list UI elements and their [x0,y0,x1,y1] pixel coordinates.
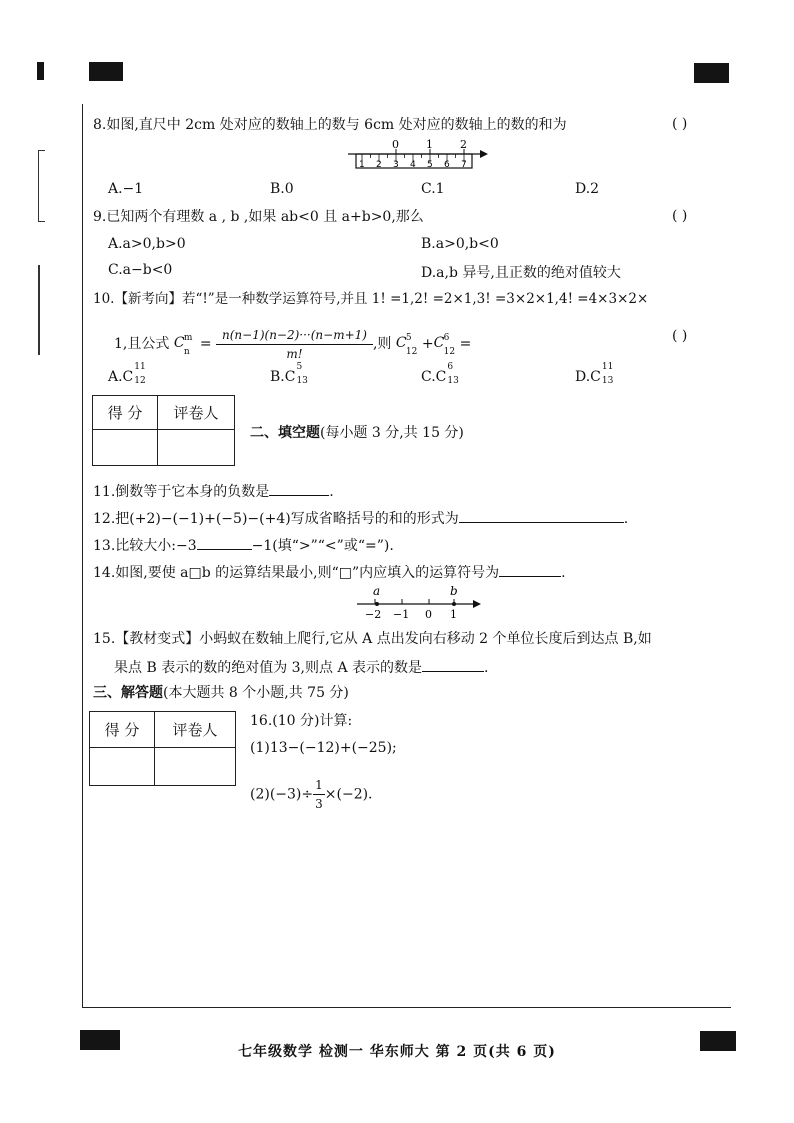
registration-mark [89,62,123,81]
q14: 14.如图,要使 a□b 的运算结果最小,则“□”内应填入的运算符号为 . [93,562,566,582]
q14-point-b-label: b [450,584,458,598]
score-header: 得 分 [93,396,158,430]
q14-answer-blank[interactable] [499,562,561,577]
q8-ruler-label: 5 [427,160,433,170]
q16-title: 16.(10 分)计算: [250,713,353,729]
q10-mid: ,则 [372,336,392,352]
q8-ruler-label: 3 [393,160,399,170]
q8-option-c: C.1 [421,181,445,197]
q9-option-b: B.a>0,b<0 [421,236,499,252]
q8-ruler-figure [340,139,490,175]
q8-ruler-label: 4 [410,160,416,170]
q10-line2 [114,326,471,363]
q11-answer-blank[interactable] [269,481,329,496]
q8-axis-label: 0 [392,139,399,151]
q10-option-a: A.C 11 12 [108,362,146,386]
q10-tail: = [459,336,472,352]
q8-axis-label: 1 [426,139,433,151]
q14-numberline-figure [355,584,485,622]
q8-answer-paren: ( ) [672,116,688,132]
score-header: 得 分 [90,712,155,748]
q11: 11.倒数等于它本身的负数是 . [93,481,334,501]
q14-tick-label: 0 [425,608,432,621]
score-table [92,395,235,466]
q14-tick-label: −1 [393,608,410,621]
q16-part1: (1)13−(−12)+(−25); [250,740,397,756]
q15-line1: 15.【教材变式】小蚂蚁在数轴上爬行,它从 A 点出发向右移动 2 个单位长度后到达点 B,如 [93,631,652,647]
registration-mark [37,62,44,80]
q10-answer-paren: ( ) [672,328,688,344]
q9-answer-paren: ( ) [672,208,688,224]
q8-ruler-label: 2 [376,160,382,170]
score-cell[interactable] [90,748,155,786]
registration-mark [694,63,729,83]
section3-heading: 三、解答题(本大题共 8 个小题,共 75 分) [93,685,349,701]
q16-fraction: $\frac{1}{3}$ [315,778,323,811]
q9-option-c: C.a−b<0 [108,262,173,278]
q16-part2: (2)(−3)÷ $\frac{1}{3}$ ×(−2). [250,778,373,811]
q10-term-b: C 6 12 [433,333,456,357]
q14-tick-label: 1 [450,608,457,621]
q10-option-c: C.C 6 13 [421,362,459,386]
score-table [89,711,236,786]
score-cell[interactable] [93,430,158,466]
q12: 12.把(+2)−(−1)+(−5)−(+4)写成省略括号的和的形式为 . [93,508,628,528]
q8-ruler-label: 6 [444,160,450,170]
q10-option-d: D.C 11 13 [575,362,614,386]
q8-option-d: D.2 [575,181,600,197]
q10-equals: = [199,336,212,352]
binding-line [38,150,45,222]
q9-text: 9.已知两个有理数 a , b ,如果 ab<0 且 a+b>0,那么 [93,209,424,225]
q10-option-b: B.C 5 13 [270,362,308,386]
q10-plus: + [421,336,434,352]
grader-header: 评卷人 [158,396,235,430]
q10-line2-prefix: 1,且公式 [114,336,170,352]
q15-line2: 果点 B 表示的数的绝对值为 3,则点 A 表示的数是 . [114,657,488,677]
q12-answer-blank[interactable] [459,508,624,523]
q9-option-d: D.a,b 异号,且正数的绝对值较大 [421,265,621,281]
q10-line1: 10.【新考向】若“!”是一种数学运算符号,并且 1! =1,2! =2×1,3! =3×2×1,4! =4×3×2× [93,291,649,307]
q8-option-a: A.−1 [108,181,144,197]
q10-formula-c: C m n [173,333,193,357]
grader-cell[interactable] [155,748,236,786]
q14-tick-label: −2 [365,608,382,621]
q10-term-a: C 5 12 [395,333,418,357]
q10-formula-fraction: $\frac{n(n-1)(n-2)\cdot\cdot\cdot(n-m+1)}{m!}$ [216,326,373,363]
q13: 13.比较大小:−3 −1(填“>”“<”或“=”). [93,535,394,555]
grader-cell[interactable] [158,430,235,466]
q13-answer-blank[interactable] [197,535,252,550]
section2-heading: 二、填空题(每小题 3 分,共 15 分) [250,425,464,441]
q14-point-a-label: a [373,584,381,598]
q8-option-b: B.0 [270,181,294,197]
q9-option-a: A.a>0,b>0 [108,236,186,252]
q8-axis-label: 2 [460,139,467,151]
q8-text: 8.如图,直尺中 2cm 处对应的数轴上的数与 6cm 处对应的数轴上的数的和为 [93,117,567,133]
page-footer: 七年级数学 检测一 华东师大 第 2 页(共 6 页) [238,1044,556,1060]
grader-header: 评卷人 [155,712,236,748]
q15-answer-blank[interactable] [422,657,484,672]
q8-ruler-label: 7 [461,160,467,170]
q8-ruler-label: 1 [359,160,365,170]
binding-line [38,265,40,355]
